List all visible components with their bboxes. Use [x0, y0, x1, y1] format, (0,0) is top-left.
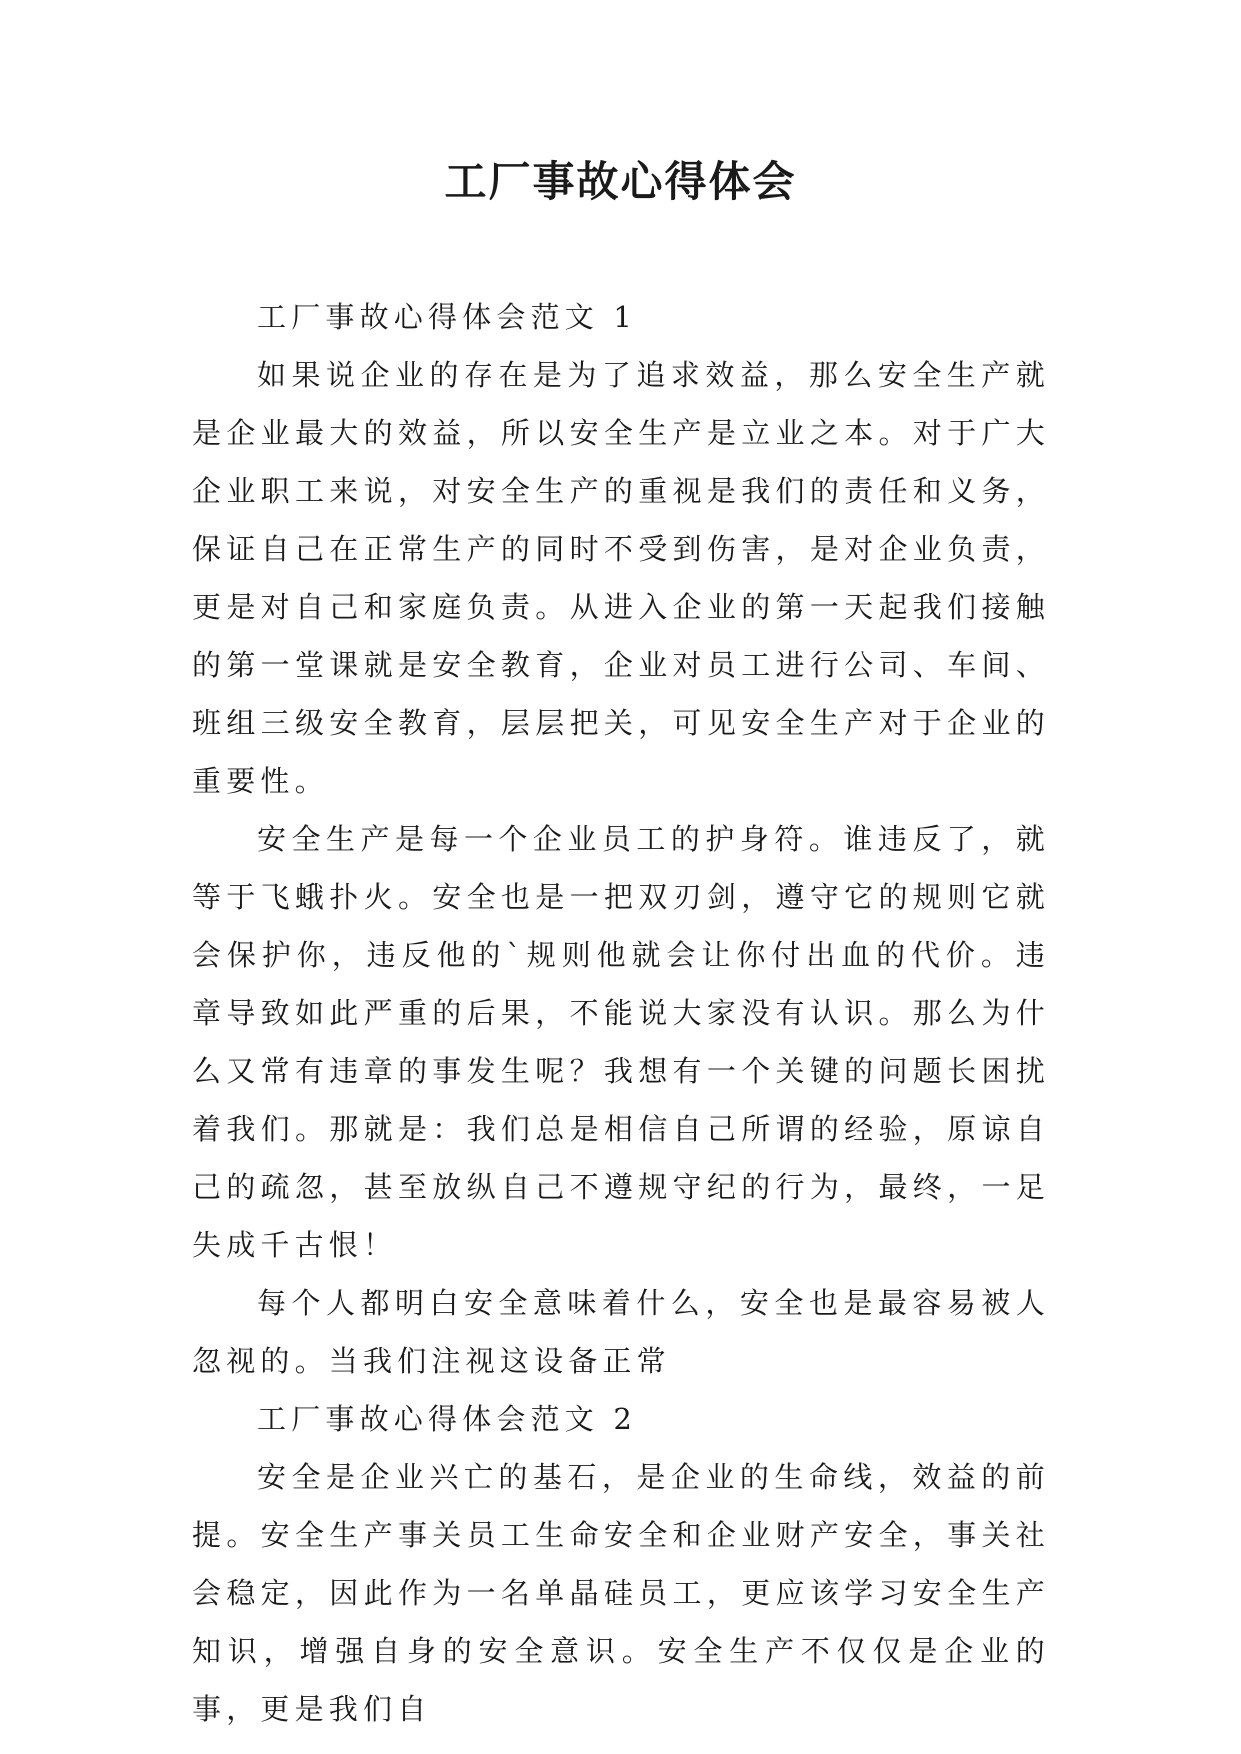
paragraph: 每个人都明白安全意味着什么，安全也是最容易被人忽视的。当我们注视这设备正常 [192, 1286, 1050, 1378]
paragraph: 安全生产是每一个企业员工的护身符。谁违反了，就等于飞蛾扑火。安全也是一把双刃剑，遵守它的规则它就会保护你，违反他的`规则他就会让你付出血的代价。违章导致如此严重的后果，不能说大家没有认识。那么为什么又常有违章的事发生呢？我想有一个关键的问题长困扰着我们。那就是：我们总是相信自己所谓的经验，原谅自己的疏忽，甚至放纵自己不遵规守纪的行为，最终，一足失成千古恨！ [192, 822, 1050, 1262]
section-heading: 工厂事故心得体会范文 2 [257, 1402, 638, 1436]
section-heading: 工厂事故心得体会范文 1 [257, 300, 638, 334]
paragraph: 安全是企业兴亡的基石，是企业的生命线，效益的前提。安全生产事关员工生命安全和企业财产安全，事关社会稳定，因此作为一名单晶硅员工，更应该学习安全生产知识，增强自身的安全意识。安全生产不仅仅是企业的事，更是我们自 [192, 1460, 1050, 1726]
section-1 [192, 288, 1050, 1390]
document-body [192, 288, 1050, 1738]
paragraph: 如果说企业的存在是为了追求效益，那么安全生产就是企业最大的效益，所以安全生产是立业之本。对于广大企业职工来说，对安全生产的重视是我们的责任和义务，保证自己在正常生产的同时不受到伤害，是对企业负责，更是对自己和家庭负责。从进入企业的第一天起我们接触的第一堂课就是安全教育，企业对员工进行公司、车间、班组三级安全教育，层层把关，可见安全生产对于企业的重要性。 [192, 358, 1050, 798]
document-title: 工厂事故心得体会 [444, 157, 797, 206]
section-2 [192, 1390, 1050, 1738]
